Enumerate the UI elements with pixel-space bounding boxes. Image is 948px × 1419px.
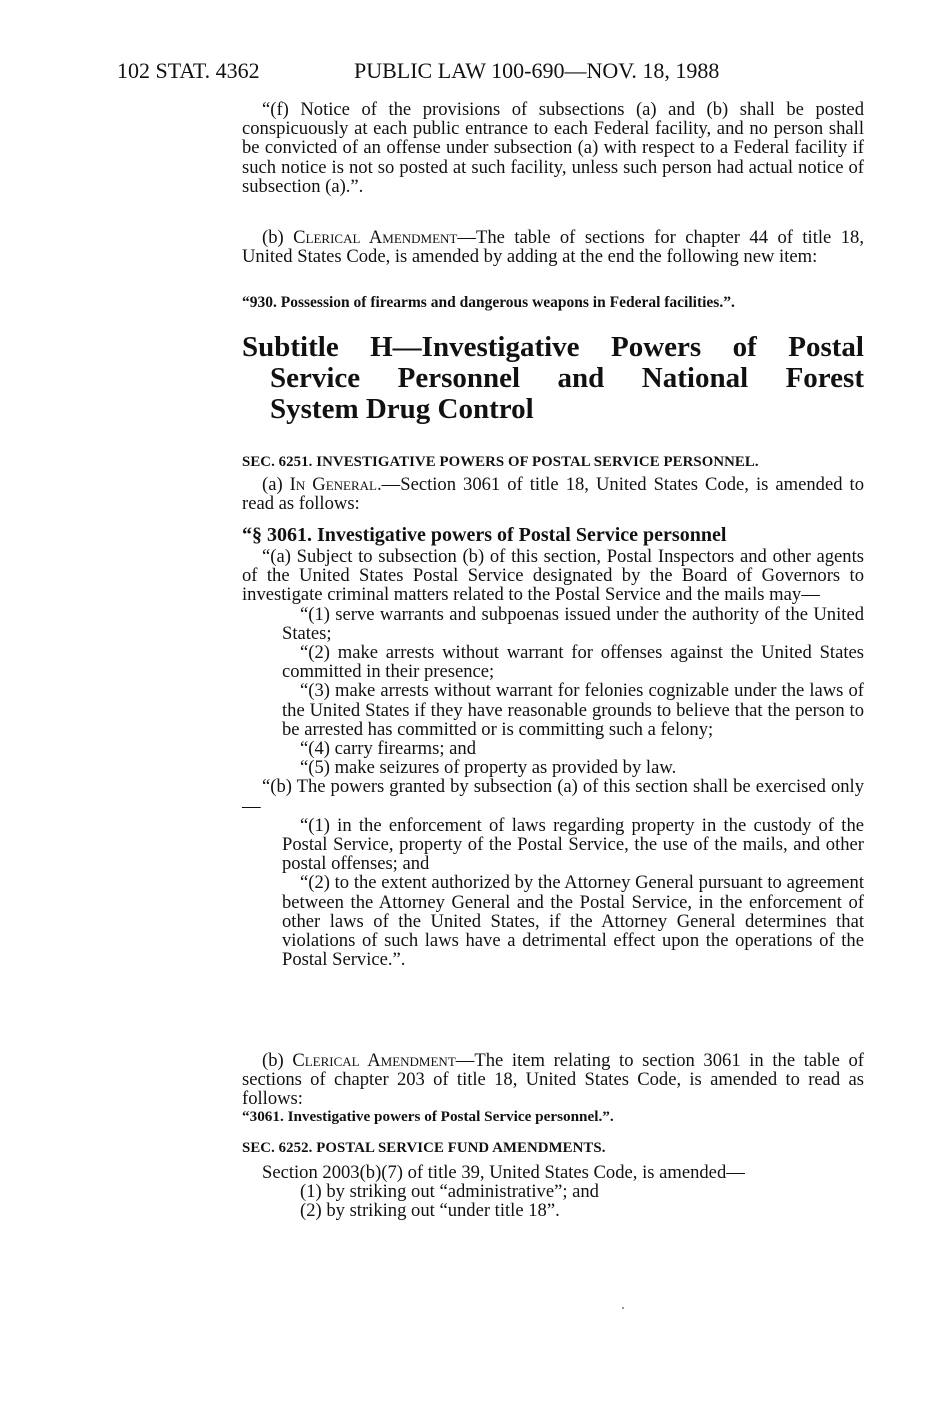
subtitle-line-3: System Drug Control bbox=[270, 393, 534, 425]
section-6251-heading: SEC. 6251. INVESTIGATIVE POWERS OF POSTAL SERVICE PERSONNEL. bbox=[242, 454, 759, 470]
section-3061-body bbox=[242, 547, 864, 969]
section-6252-heading: SEC. 6252. POSTAL SERVICE FUND AMENDMENTS. bbox=[242, 1140, 606, 1156]
subsection-a-item: “(5) make seizures of property as provided by law. bbox=[300, 757, 677, 779]
clerical-amendment-2-label: Clerical Amendment bbox=[292, 1050, 456, 1071]
subtitle-word: Postal bbox=[788, 331, 864, 363]
subsection-a-item: “(3) make arrests without warrant for felonies cognizable under the laws of the United States if they have reasonable grounds to believe that the person to be arrested has committed or is committing such a felony; bbox=[282, 680, 864, 740]
subtitle-line-1 bbox=[242, 332, 864, 363]
subsection-a-item: “(1) serve warrants and subpoenas issued under the authority of the United States; bbox=[282, 603, 864, 644]
clerical-amendment-2-prefix: (b) bbox=[262, 1050, 284, 1071]
subtitle-word: H—Investigative bbox=[370, 331, 580, 363]
table-of-sections-item-930: “930. Possession of firearms and dangerous weapons in Federal facilities.”. bbox=[242, 294, 735, 311]
subsection-a-item: “(4) carry firearms; and bbox=[300, 738, 477, 760]
clerical-amendment-1-text bbox=[242, 228, 864, 266]
subtitle-word: Forest bbox=[785, 362, 864, 394]
subsection-b-item: “(2) to the extent authorized by the Attorney General pursuant to agreement between the Attorney General and the Postal Service, in the enforcement of other laws of the United States, if the Attorney General determines that violations of such laws have a detrimental effect upon the operations of the Postal Service.”. bbox=[282, 872, 864, 971]
section-6251-general bbox=[242, 475, 864, 513]
general-prefix: (a) bbox=[262, 474, 283, 495]
clerical-amendment-1-body: —The table of sections for chapter 44 of title 18, United States Code, is amended by adding at the end the following new item: bbox=[242, 227, 864, 268]
statute-page-number: 102 STAT. 4362 bbox=[117, 58, 260, 83]
general-text bbox=[242, 475, 864, 513]
subtitle-word: of bbox=[732, 331, 757, 363]
section-3061-title: “§ 3061. Investigative powers of Postal Service personnel bbox=[242, 524, 727, 546]
subsection-a-intro: “(a) Subject to subsection (b) of this section, Postal Inspectors and other agents of the United States Postal Service designated by the Board of Governors to investigate criminal matters related to the Postal Service and the mails may— bbox=[242, 546, 864, 606]
section-6252-intro: Section 2003(b)(7) of title 39, United States Code, is amended— bbox=[262, 1162, 745, 1183]
subtitle-word: National bbox=[641, 362, 749, 394]
clerical-amendment-2-body: —The item relating to section 3061 in the table of sections of chapter 203 of title 18, United States Code, is amended to read as follows: bbox=[242, 1050, 864, 1110]
subtitle-heading bbox=[242, 332, 864, 425]
table-of-sections-item-3061: “3061. Investigative powers of Postal Service personnel.”. bbox=[242, 1108, 614, 1125]
amendment-item: (1) by striking out “administrative”; and bbox=[300, 1181, 599, 1203]
subsection-b-intro: “(b) The powers granted by subsection (a) of this section shall be exercised only— bbox=[242, 776, 864, 817]
amendment-item: (2) by striking out “under title 18”. bbox=[300, 1200, 560, 1222]
section-6252-body bbox=[242, 1163, 864, 1221]
subtitle-word: Powers bbox=[611, 331, 702, 363]
subsection-b-item: “(1) in the enforcement of laws regarding property in the custody of the Postal Service, property of the Postal Service, the use of the mails, and other postal offenses; and bbox=[282, 814, 864, 875]
subtitle-word: Subtitle bbox=[242, 331, 339, 363]
page-header bbox=[117, 58, 857, 86]
notice-text: “(f) Notice of the provisions of subsections (a) and (b) shall be posted conspicuously at each public entrance to each Federal facility, and no person shall be convicted of an offense under subsection (a) with respect to a Federal facility if such notice is not so posted at such facility, unless such person had actual notice of subsection (a).”. bbox=[242, 99, 864, 197]
clerical-amendment-1-label: Clerical Amendment bbox=[293, 227, 458, 248]
general-label: In General bbox=[289, 474, 377, 495]
subtitle-word: and bbox=[557, 362, 605, 394]
scan-artifact bbox=[622, 1307, 624, 1309]
subtitle-line-2 bbox=[242, 363, 864, 394]
subsection-a-item: “(2) make arrests without warrant for offenses against the United States committed in their presence; bbox=[282, 642, 864, 683]
clerical-amendment-1 bbox=[242, 228, 864, 266]
public-law-citation: PUBLIC LAW 100-690—NOV. 18, 1988 bbox=[354, 58, 720, 83]
clerical-amendment-2 bbox=[242, 1051, 864, 1109]
general-body: .—Section 3061 of title 18, United States Code, is amended to read as follows: bbox=[242, 474, 864, 515]
notice-paragraph bbox=[242, 100, 864, 196]
subtitle-word: Service bbox=[270, 362, 361, 394]
subtitle-word: Personnel bbox=[397, 362, 521, 394]
clerical-amendment-1-prefix: (b) bbox=[262, 227, 284, 248]
clerical-amendment-2-text bbox=[242, 1051, 864, 1109]
